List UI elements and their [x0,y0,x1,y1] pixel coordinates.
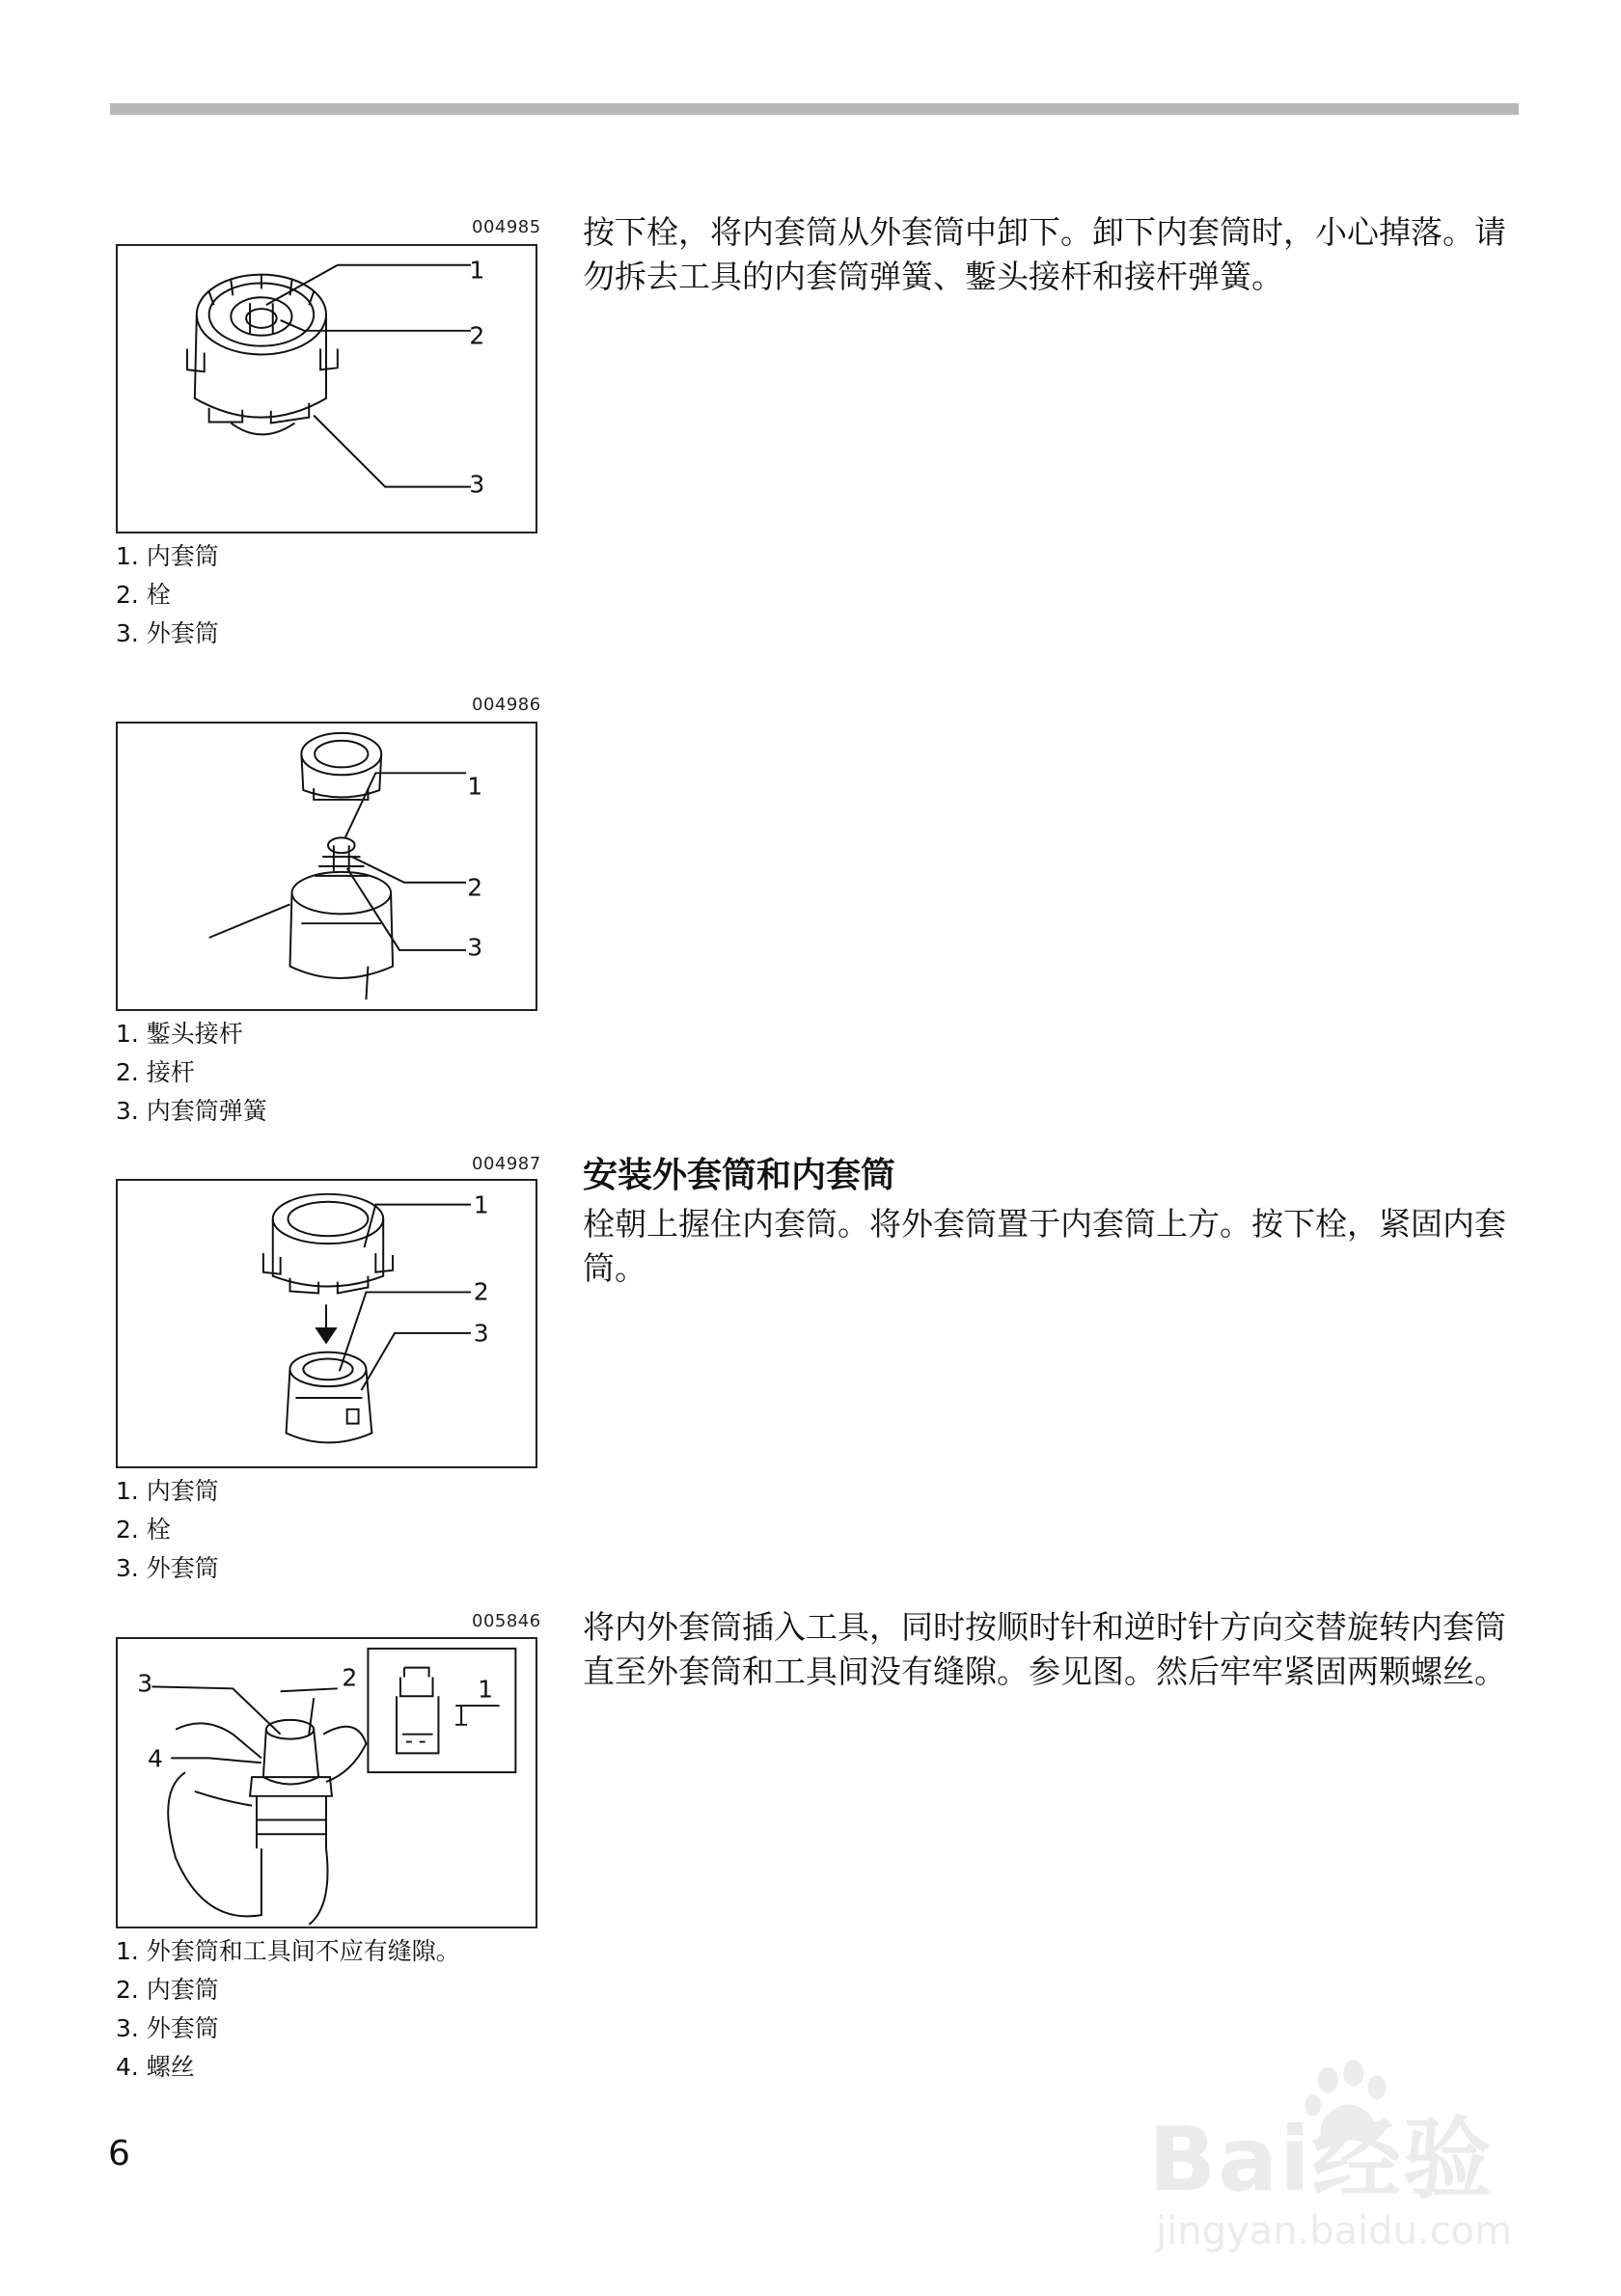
legend-item: 2. 接杆 [116,1058,195,1086]
tool-insert-illustration [118,1639,536,1927]
callout-label: 2 [469,321,485,350]
figure-4-legend [116,1932,460,2087]
figure-4-frame [116,1637,537,1928]
callout-label: 1 [478,1675,493,1704]
watermark-url: jingyan.baidu.com [1156,2209,1513,2254]
callout-label: 3 [467,933,483,962]
legend-item: 1. 外套筒和工具间不应有缝隙。 [116,1937,460,1965]
callout-label: 2 [342,1663,358,1692]
figure-2-frame [116,722,537,1011]
legend-item: 1. 鏨头接杆 [116,1020,243,1048]
legend-item: 2. 栓 [116,581,171,609]
paragraph-install-sleeves: 栓朝上握住内套筒。将外套筒置于内套筒上方。按下栓，紧固内套筒。 [583,1205,1506,1287]
callout-label: 1 [467,772,483,801]
legend-item: 3. 内套筒弹簧 [116,1097,267,1125]
callout-label: 3 [473,1319,489,1348]
callout-label: 3 [469,470,485,499]
callout-label: 4 [148,1744,163,1773]
figure-code: 004986 [472,695,541,715]
figure-1-legend [116,537,219,653]
figure-code: 004987 [472,1154,541,1174]
legend-item: 2. 内套筒 [116,1976,219,2004]
figure-3-frame [116,1179,537,1468]
chisel-shank-illustration [118,724,536,1009]
legend-item: 3. 外套筒 [116,1554,219,1582]
top-rule [110,103,1519,115]
callout-label: 3 [137,1669,153,1698]
legend-item: 3. 外套筒 [116,619,219,647]
callout-label: 2 [473,1277,489,1306]
paragraph-remove-inner-sleeve: 按下栓，将内套筒从外套筒中卸下。卸下内套筒时，小心掉落。请勿拆去工具的内套筒弹簧、鏨头接杆和接杆弹簧。 [583,213,1506,295]
paragraph-insert-sleeves: 将内外套筒插入工具，同时按顺时针和逆时针方向交替旋转内套筒直至外套筒和工具间没有缝隙。参见图。然后牢牢紧固两颗螺丝。 [583,1608,1506,1690]
legend-item: 2. 栓 [116,1516,171,1544]
figure-1-frame [116,244,537,533]
figure-code: 004985 [472,217,541,237]
legend-item: 1. 内套筒 [116,542,219,570]
legend-item: 3. 外套筒 [116,2014,219,2042]
figure-code: 005846 [472,1611,541,1631]
section-heading: 安装外套筒和内套筒 [583,1156,896,1195]
figure-3-legend [116,1472,219,1588]
legend-item: 1. 内套筒 [116,1477,219,1505]
callout-label: 2 [467,873,483,902]
page-number: 6 [108,2134,130,2173]
legend-item: 4. 螺丝 [116,2053,195,2081]
callout-label: 1 [469,256,485,285]
watermark-brand: Bai经验 [1148,2108,1494,2211]
figure-2-legend [116,1015,267,1131]
callout-label: 1 [473,1190,489,1219]
